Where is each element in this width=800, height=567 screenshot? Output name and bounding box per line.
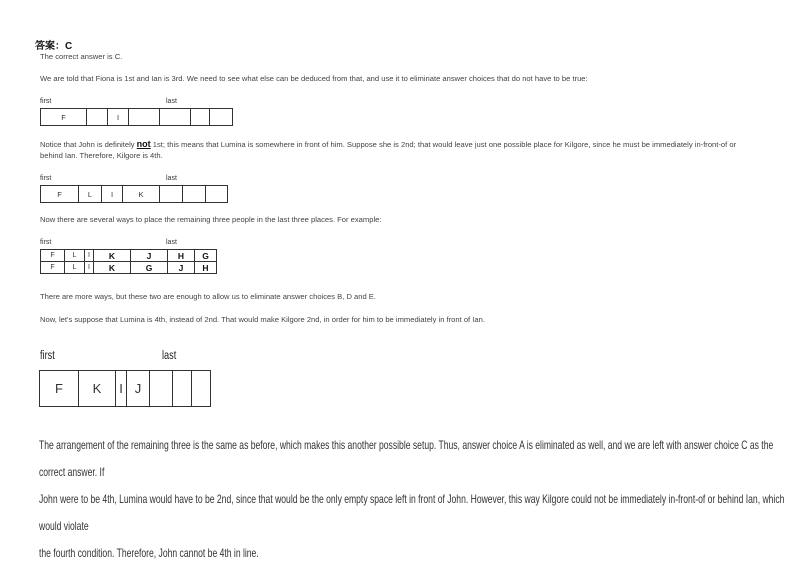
slot-4: K	[94, 250, 131, 262]
table-row	[41, 262, 217, 274]
slot-5: J	[131, 250, 168, 262]
slot-6: J	[168, 262, 195, 274]
table-row	[41, 250, 217, 262]
last-label: last	[162, 350, 177, 362]
slot-7	[210, 109, 233, 126]
first-label: first	[40, 239, 52, 246]
lineup-table-1	[40, 108, 233, 126]
slot-4: K	[94, 262, 131, 274]
slot-4	[129, 109, 160, 126]
slot-3: I	[85, 250, 94, 262]
answer-label: 答案：C	[35, 41, 73, 52]
alternative-paragraph: Now, let's suppose that Lumina is 4th, instead of 2nd. That would make Kilgore 2nd, in order for him to be immediately in front of Ian.	[40, 315, 485, 324]
slot-1: F	[41, 262, 65, 274]
slot-1: F	[41, 186, 79, 203]
conclusion-paragraph	[39, 432, 794, 567]
lineup-table-3	[40, 249, 217, 274]
elimination-paragraph: There are more ways, but these two are enough to allow us to eliminate answer choices B, D and E.	[40, 292, 376, 301]
slot-7: H	[195, 262, 217, 274]
slot-5	[160, 186, 183, 203]
slot-4: K	[123, 186, 160, 203]
correct-answer-text: The correct answer is C.	[40, 52, 123, 61]
slot-2: L	[65, 262, 85, 274]
slot-5	[150, 371, 173, 407]
deduction-paragraph-cont: behind Ian. Therefore, Kilgore is 4th.	[40, 151, 163, 160]
deduction-text-a: Notice that John is definitely	[40, 140, 137, 149]
deduction-paragraph	[40, 139, 736, 150]
slot-5: G	[131, 262, 168, 274]
intro-paragraph: We are told that Fiona is 1st and Ian is 3rd. We need to see what else can be deduced from that, and use it to eliminate answer choices that do not have to be true:	[40, 74, 588, 83]
slot-6	[183, 186, 206, 203]
slot-3: I	[102, 186, 123, 203]
slot-5	[160, 109, 191, 126]
conclusion-line-2: John were to be 4th, Lumina would have to be 2nd, since that would be the only empty space left in front of John. However, this way Kilgore could not be immediately in-front-of or behind Ian, which would violate	[39, 493, 785, 533]
slot-3: I	[116, 371, 127, 407]
slot-1: F	[41, 250, 65, 262]
last-label: last	[166, 98, 177, 105]
slot-6	[191, 109, 210, 126]
first-label: first	[40, 175, 52, 182]
slot-3: I	[108, 109, 129, 126]
lineup-table-2	[40, 185, 228, 203]
last-label: last	[166, 239, 177, 246]
first-label: first	[40, 98, 52, 105]
lineup-table-4	[39, 370, 211, 407]
slot-3: I	[85, 262, 94, 274]
slot-6: H	[168, 250, 195, 262]
slot-2: L	[79, 186, 102, 203]
first-label: first	[40, 350, 55, 362]
slot-7	[192, 371, 211, 407]
deduction-text-b: 1st; this means that Lumina is somewhere in front of him. Suppose she is 2nd; that would leave just one possible place for Kilgore, since he must be immediately in-front-of or	[150, 140, 737, 149]
slot-2: L	[65, 250, 85, 262]
slot-7	[206, 186, 228, 203]
slot-2: K	[79, 371, 116, 407]
slot-6	[173, 371, 192, 407]
slot-7: G	[195, 250, 217, 262]
slot-1: F	[41, 109, 87, 126]
slot-4: J	[127, 371, 150, 407]
slot-2	[87, 109, 108, 126]
examples-paragraph: Now there are several ways to place the remaining three people in the last three places. For example:	[40, 215, 382, 224]
last-label: last	[166, 175, 177, 182]
conclusion-line-1: The arrangement of the remaining three is the same as before, which makes this another possible setup. Thus, answer choice A is eliminated as well, and we are left with answer choice C as the correct answer. If	[39, 439, 774, 479]
slot-1: F	[40, 371, 79, 407]
emphasis-not: not	[136, 139, 151, 149]
conclusion-line-3: the fourth condition. Therefore, John cannot be 4th in line.	[39, 547, 259, 560]
